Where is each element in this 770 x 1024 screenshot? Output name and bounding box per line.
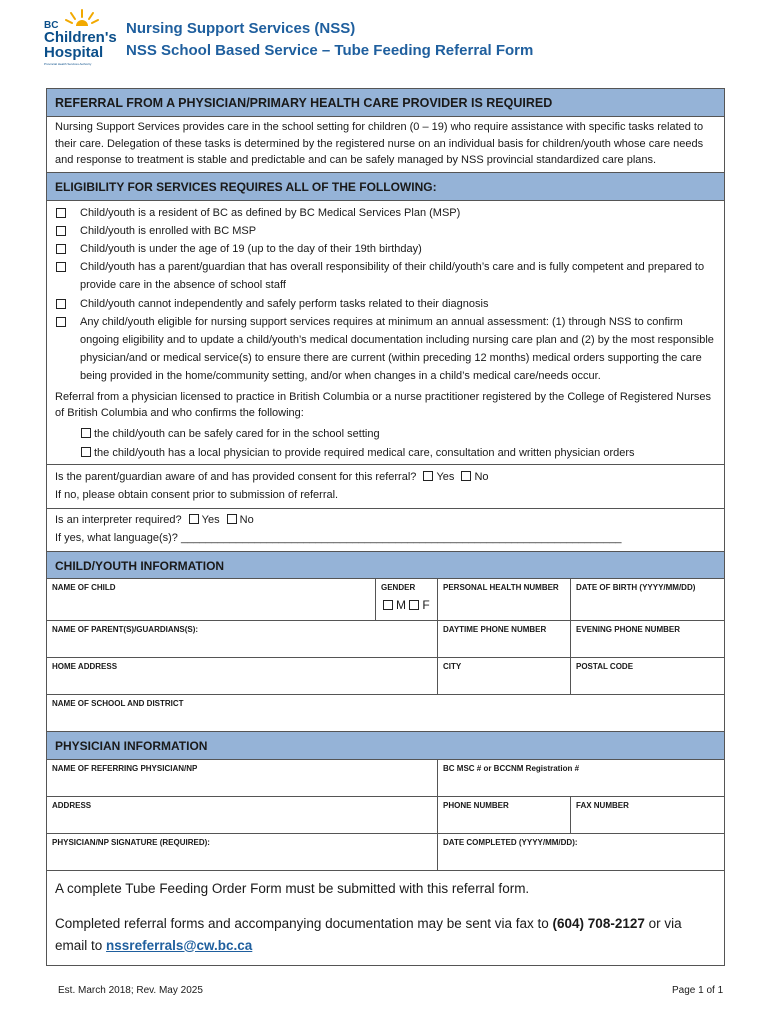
postal-code-field[interactable]: POSTAL CODE [576, 661, 634, 671]
eligibility-item: Child/youth has a parent/guardian that has overall responsibility of their child/youth’s care and is fully competent and prepared to provide care in the absence of school staff [47, 258, 724, 294]
confirm-safe-care: the child/youth can be safely cared for in the school setting [47, 425, 724, 444]
eligibility-checkbox[interactable] [56, 317, 66, 327]
child-row-2 [47, 621, 724, 658]
phn-field[interactable]: PERSONAL HEALTH NUMBER [438, 579, 571, 620]
consent-section: Is the parent/guardian aware of and has provided consent for this referral? Yes No If no, please obtain consent prior to submission of referral. [47, 465, 724, 509]
school-district-field[interactable]: NAME OF SCHOOL AND DISTRICT [52, 698, 184, 708]
referral-required-heading: REFERRAL FROM A PHYSICIAN/PRIMARY HEALTH CARE PROVIDER IS REQUIRED [47, 89, 724, 117]
child-row-3 [47, 658, 724, 695]
physician-row-3 [47, 834, 724, 871]
eligibility-heading: ELIGIBILITY FOR SERVICES REQUIRES ALL OF THE FOLLOWING: [47, 173, 724, 201]
gender-f-checkbox[interactable] [409, 600, 419, 610]
intro-paragraph: Nursing Support Services provides care in the school setting for children (0 – 19) who require assistance with specific tasks related to their care. Delegation of these tasks is determined by the registered nurse on an individual basis for children/youth whose care needs and response to treatment is stable and predictable and can be safely managed by NSS provincial standardized care plans. [47, 117, 724, 173]
confirm-local-physician-checkbox[interactable] [81, 447, 91, 457]
gender-field[interactable]: GENDER M F [376, 579, 438, 620]
physician-name-field[interactable]: NAME OF REFERRING PHYSICIAN/NP [47, 760, 438, 796]
physician-row-2 [47, 797, 724, 834]
eligibility-checkbox[interactable] [56, 299, 66, 309]
gender-m-checkbox[interactable] [383, 600, 393, 610]
page-number: Page 1 of 1 [672, 985, 724, 996]
physician-note: Referral from a physician licensed to practice in British Columbia or a nurse practitioner registered by the College of Registered Nurses of British Columbia and who confirms the following: [55, 390, 712, 420]
tube-feeding-notice: A complete Tube Feeding Order Form must be submitted with this referral form. [55, 880, 530, 896]
closing-section [47, 871, 724, 965]
child-name-field[interactable]: NAME OF CHILD [47, 579, 376, 620]
consent-yes-checkbox[interactable] [423, 471, 433, 481]
city-field[interactable]: CITY [438, 658, 571, 694]
eligibility-item: Child/youth is a resident of BC as defined by BC Medical Services Plan (MSP) [47, 204, 724, 222]
interpreter-yes-checkbox[interactable] [189, 514, 199, 524]
physician-address-field[interactable]: ADDRESS [47, 797, 438, 833]
physician-info-heading: PHYSICIAN INFORMATION [47, 732, 724, 760]
email-link[interactable]: nssreferrals@cw.bc.ca [106, 937, 253, 953]
language-field[interactable]: If yes, what language(s)? ________________________________________________________________________ [55, 532, 622, 545]
submission-instructions: Completed referral forms and accompanying documentation may be sent via fax to (604) 708-2127 or via email to nssreferrals@cw.bc.ca [55, 915, 682, 953]
physician-phone-field[interactable]: PHONE NUMBER [438, 797, 571, 833]
revision-date: Est. March 2018; Rev. May 2025 [58, 985, 203, 996]
interpreter-section: Is an interpreter required? Yes No If yes, what language(s)? ________________________________________________________________________ [47, 509, 724, 552]
physician-fax-field[interactable]: FAX NUMBER [576, 800, 629, 810]
bc-childrens-hospital-logo: BC Children's Hospital Provincial Health Services Authority [40, 8, 118, 68]
evening-phone-field[interactable]: EVENING PHONE NUMBER [576, 624, 681, 634]
confirm-safe-care-checkbox[interactable] [81, 428, 91, 438]
date-completed-field[interactable]: DATE COMPLETED (YYYY/MM/DD): [443, 837, 578, 847]
daytime-phone-field[interactable]: DAYTIME PHONE NUMBER [438, 621, 571, 657]
parents-field[interactable]: NAME OF PARENT(S)/GUARDIANS(S): [47, 621, 438, 657]
eligibility-item: Child/youth cannot independently and safely perform tasks related to their diagnosis [47, 295, 724, 313]
dob-field[interactable]: DATE OF BIRTH (YYYY/MM/DD) [576, 582, 696, 592]
page-subtitle: NSS School Based Service – Tube Feeding Referral Form [126, 42, 534, 59]
confirm-local-physician: the child/youth has a local physician to provide required medical care, consultation and written physician orders [47, 444, 724, 464]
home-address-field[interactable]: HOME ADDRESS [47, 658, 438, 694]
eligibility-item: Child/youth is enrolled with BC MSP [47, 222, 724, 240]
fax-number: (604) 708-2127 [552, 915, 645, 931]
eligibility-item: Child/youth is under the age of 19 (up to the day of their 19th birthday) [47, 240, 724, 258]
child-row-1 [47, 579, 724, 621]
eligibility-checkbox[interactable] [56, 244, 66, 254]
child-row-4 [47, 695, 724, 732]
interpreter-no-checkbox[interactable] [227, 514, 237, 524]
eligibility-checkbox[interactable] [56, 262, 66, 272]
page-header [40, 8, 740, 68]
referral-form [46, 88, 725, 966]
eligibility-checkbox[interactable] [56, 226, 66, 236]
page-title: Nursing Support Services (NSS) [126, 20, 356, 37]
physician-signature-field[interactable]: PHYSICIAN/NP SIGNATURE (REQUIRED): [47, 834, 438, 870]
interpreter-question: Is an interpreter required? [55, 513, 182, 526]
consent-question: Is the parent/guardian aware of and has provided consent for this referral? [55, 470, 417, 483]
child-info-heading: CHILD/YOUTH INFORMATION [47, 552, 724, 579]
eligibility-section [47, 201, 724, 465]
eligibility-checkbox[interactable] [56, 208, 66, 218]
registration-field[interactable]: BC MSC # or BCCNM Registration # [443, 763, 580, 773]
physician-row-1 [47, 760, 724, 797]
eligibility-item: Any child/youth eligible for nursing support services requires at minimum an annual assessment: (1) through NSS to confirm ongoing eligibility and to update a child/youth’s medical documentation including nursing care plan and (2) by the most responsible physician/and or medical service(s) to ensure there are current (within preceding 12 months) medical orders supporting the care being provided in the home/community setting, and/or when changes in a child’s medical care/needs occur. [47, 313, 724, 386]
sun-logo-icon [64, 8, 100, 26]
consent-no-checkbox[interactable] [461, 471, 471, 481]
consent-note: If no, please obtain consent prior to submission of referral. [55, 489, 339, 502]
